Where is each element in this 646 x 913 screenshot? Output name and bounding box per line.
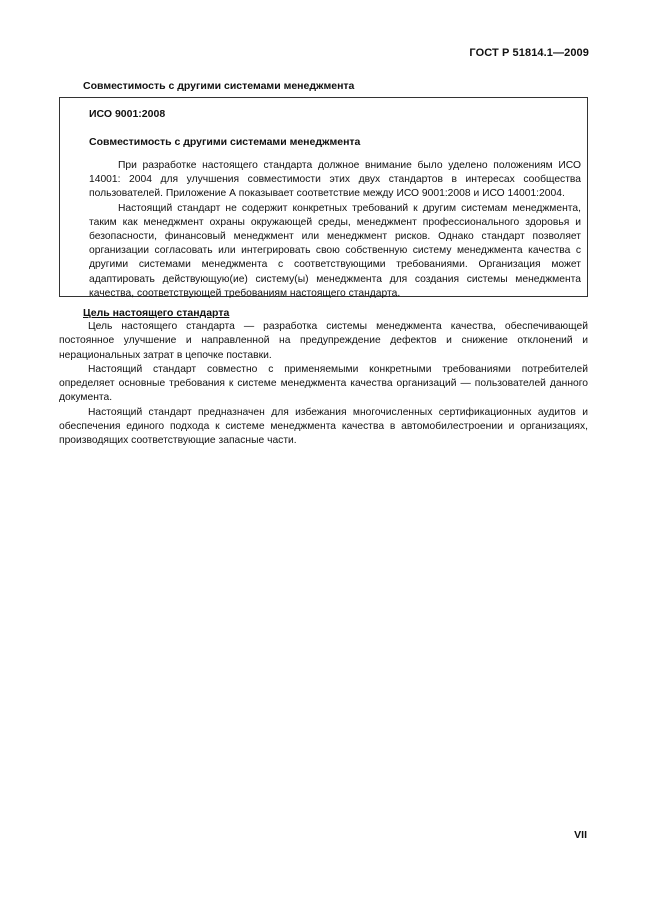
purpose-title: Цель настоящего стандарта	[83, 307, 230, 319]
paragraph: Цель настоящего стандарта — разработка системы менеджмента качества, обеспечивающей постоянное улучшение и направленной на предупреждение дефектов и снижение отклонений и нерациональных затрат в цепочке поставки.	[59, 321, 588, 361]
section-title: Совместимость с другими системами менеджмента	[83, 80, 355, 92]
iso-subtitle: Совместимость с другими системами менеджмента	[89, 136, 361, 148]
iso-reference: ИСО 9001:2008	[89, 108, 166, 120]
paragraph: Настоящий стандарт не содержит конкретных требований к другим системам менеджмента, таким как менеджмент охраны окружающей среды, менеджмент профессионального здоровья и безопасности, финансовый менеджмент или менеджмент рисков. Однако стандарт позволяет организации согласовать или интегрировать свою собственную систему менеджмента качества с другими системами менеджмента с соответствующими требованиями. Организация может адаптировать действующую(ие) систему(ы) менеджмента для создания системы менеджмента качества, соответствующей требованиям настоящего стандарта.	[89, 202, 581, 299]
standard-number: ГОСТ Р 51814.1—2009	[469, 47, 589, 59]
page-number: VII	[574, 829, 587, 841]
purpose-section	[59, 307, 588, 449]
purpose-paragraphs	[59, 320, 588, 449]
paragraph: При разработке настоящего стандарта должное внимание было уделено положениям ИСО 14001: 2004 для улучшения совместимости этих двух стандартов в интересах сообщества пользователей. Приложение А показывает соответствие между ИСО 9001:2008 и ИСО 14001:2004.	[89, 160, 581, 200]
iso-quote-box	[59, 97, 588, 297]
iso-paragraphs	[89, 159, 581, 301]
paragraph: Настоящий стандарт предназначен для избежания многочисленных сертификационных аудитов и обеспечения единого подхода к системе менеджмента качества в автомобилестроении и организациях, производящих соответствующие запасные части.	[59, 406, 588, 447]
paragraph: Настоящий стандарт совместно с применяемыми конкретными требованиями потребителей определяет основные требования к системе менеджмента качества организаций — пользователей данного документа.	[59, 363, 588, 404]
